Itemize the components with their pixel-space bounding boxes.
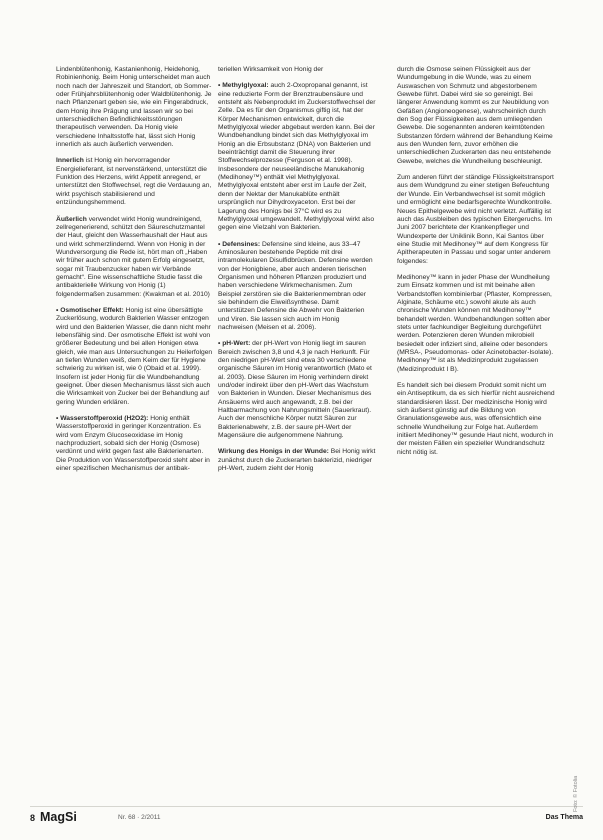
paragraph [397,382,555,457]
paragraph-lead: Wirkung des Honigs in der Wunde: [218,448,329,456]
page-footer [30,806,583,824]
paragraph-text: der pH-Wert von Honig liegt im sauren Bereich zwischen 3,8 und 4,3 je nach Herkunft. Für den niedrigen pH-Wert sind etwa 30 verschiedene organische Säuren im Honig verantwortlich (Mato et al. 2003). Diese Säuren im Honig verhindern direkt und/oder indirekt über den pH-Wert das Wachstum von Bakterien in Wunden. Dieser Mechanismus des Ansäuerns wird auch angewandt, z.B. bei der Haltbarmachung von Nahrungsmitteln (Sauerkraut). Auch der menschliche Körper nutzt Säuren zur Bakterienabwehr, z.B. der saure pH-Wert der Magensäure die aufgenommene Nahrung. [218,340,372,440]
paragraph-text: Honig enthält Wasserstoffperoxid in geringer Konzentration. Es wird vom Enzym Glucoseoxidase im Honig nachproduziert, sobald sich der Honig (Osmose) verdünnt und wirkt gegen fast alle Bakterienarten. Die Produktion von Wasserstoffperoxid steht aber in einer spezifischen Mechanismus der antibak- [56,415,210,473]
paragraph-text: durch die Osmose seinen Flüssigkeit aus der Wundumgebung in die Wunde, was zu einem Auswaschen von Schmutz und abgestorbenem Gewebe führt. Dabei wird sie so gereinigt. Bei längerer Anwendung kommt es zur Neubildung von Gefäßen (Angioneogenese), wahrscheinlich durch den Sog der Flüssigkeiten aus dem umliegenden Gewebe. Die sogenannten anderen keimtötenden Substanzen fördern während der Behandlung Keime aus den Wunden fern, zuvor erhöhen die unterschiedlichen Zuckerarten das neu entstehende Gewebe, welches die Wundheilung beschleunigt. [397,66,553,165]
paragraph [56,307,214,407]
text-column-3 [397,66,555,465]
paragraph-text: Zum anderen führt der ständige Flüssigkeitstransport aus dem Wundgrund zu einer stetigen Befeuchtung der Wunde. Ein Verbandwechsel ist somit möglich und ermöglicht eine bedarfsgerechte Wundkontrolle. Neues Epithelgewebe wird nicht verletzt. Auffällig ist auch das Ausbleiben des typischen Eitergeruchs. Im Juni 2007 berichtete der Krankenpfleger und Wundexperte der Uniklinik Bonn, Kai Santos über eine Studie mit Medihoney™ auf dem Kongress für Apitherapeuten in Passau und sogar unter anderem folgendes: [397,174,554,265]
paragraph-text: verwendet wirkt Honig wundreinigend, zellregenerierend, schützt den Säureschutzmantel der Haut, gleicht den Wasserhaushalt der Haut aus und wirkt schmerzlindernd. Wenn von Honig in der Wundversorgung die Rede ist, hört man oft „Haben wir früher auch schon mit gutem Erfolg eingesetzt, sogar mit Traubenzucker haben wir Verbände gemacht“. Eine wissenschaftliche Studie fasst die antibakterielle Wirkung von Honig (1) folgendermaßen zusammen: (Kwakman et al. 2010) [56,215,210,298]
paragraph-text: auch 2-Oxopropanal genannt, ist eine reduzierte Form der Brenztraubensäure und entsteht als Nebenprodukt im Zuckerstoffwechsel der Zelle. Da es für den Organismus giftig ist, hat der Körper Mechanismen entwickelt, durch die Methylglyoxal wieder abgebaut werden kann. Bei der Wundbehandlung bindet sich das Methylglyoxal im Honig an die Erbsubstanz (DNA) von Bakterien und beeinträchtigt damit die Steuerung ihrer Stoffwechselprozesse (Ferguson et al. 1998). Insbesondere der neuseeländische Manukahonig (Medihoney™) enthält viel Methylglyoxal. Methylglyoxal entsteht aber erst im Laufe der Zeit, denn der Nektar der Manukablüte enthält ursprünglich nur Dihydroxyaceton. Erst bei der Lagerung des Honigs bei 37°C wird es zu Methylglyoxal umgewandelt. Methylglyoxal wirkt also gegen eine Vielzahl von Bakterien. [218,82,376,232]
paragraph [56,415,214,473]
paragraph [218,66,376,74]
paragraph-lead: • Osmotischer Effekt: [56,306,124,314]
paragraph-lead: Innerlich [56,157,84,165]
issue-info: Nr. 68 · 2/2011 [118,814,161,821]
paragraph [397,174,555,266]
side-credit: Foto: © Fotolia [573,775,579,812]
paragraph [397,274,555,374]
paragraph-text: teriellen Wirksamkeit von Honig der [218,66,324,73]
paragraph-text: Honig ist eine übersättigte Zuckerlösung, wodurch Bakterien Wasser entzogen wird und den Bakterien Wasser, die dann nicht mehr lebensfähig sind. Der osmotische Effekt ist wohl von größerer Bedeutung und bei allen Honigen etwa gleich, wie man aus Untersuchungen zu Heilerfolgen an tiefen Wunden weiß, dem Keim der für Hygiene schwierig zu wirken ist, wie 0 (Obaid et al. 1999). Insofern ist jeder Honig für die Wundbehandlung geeignet. Über diesen Mechanismus lässt sich auch die Wirksamkeit von Zucker bei der Behandlung auf gering Wunden erklären. [56,306,213,406]
paragraph [218,82,376,232]
text-column-2 [218,66,376,481]
paragraph [218,340,376,440]
paragraph [218,448,376,473]
paragraph-lead: • Wasserstoffperoxid (H2O2): [56,415,149,423]
paragraph-text: Bei Honig wirkt zunächst durch die Zuckerarten bakterizid, niedriger pH-Wert, zudem zieht der Honig [218,448,376,473]
paragraph [397,66,555,166]
paragraph-text: Es handelt sich bei diesem Produkt somit nicht um ein Antiseptikum, da es sich hierfür nicht ausreichend standardisieren lässt. Der medizinische Honig wird sich äußerst günstig auf die Bildung von Granulationsgewebe aus, was offensichtlich eine schnelle Wundheilung zur Folge hat. Außerdem initiiert Medihoney™ gesunde Haut nicht, wodurch in der meisten Fällen ein spezieller Wundrandschutz nicht nötig ist. [397,382,555,456]
page-number: 8 [30,813,36,823]
magazine-logo: MagSi [40,810,77,824]
paragraph-text: Medihoney™ kann in jeder Phase der Wundheilung zum Einsatz kommen und ist mit beinahe allen Verbandstoffen kombinierbar (Pflaster, Kompressen, Alginate, Schäume etc.) sowohl akute als auch chronische Wunden können mit Medihoney™ behandelt werden. Wundbehandlungen sollten aber stets unter fachkundiger Begleitung durchgeführt werden. Potenzieren deren Wunden mikrobiell besiedelt oder infiziert sind, alleine oder besonders (MRSA-, Pseudomonas- oder Acinetobacter-Isolate). Medihoney™ ist als Medizinprodukt zugelassen (Medizinprodukt I B). [397,273,554,373]
paragraph [56,216,214,299]
paragraph-lead: Äußerlich [56,215,87,223]
paragraph-lead: • pH-Wert: [218,340,251,348]
paragraph [56,66,214,149]
paragraph [218,241,376,333]
paragraph-lead: • Defensines: [218,240,261,248]
paragraph-text: ist Honig ein hervorragender Energielieferant, ist nervenstärkend, unterstützt die Funktion des Herzens, wirkt Appetit anregend, er unterstützt den Stoffwechsel, regt die Verdauung an, wirkt psychisch stabilisierend und entzündungshemmend. [56,157,212,207]
paragraph-text: Defensine sind kleine, aus 33–47 Aminosäuren bestehende Peptide mit drei intramolekularen Disulfidbrücken. Defensine werden von der Honigbiene, aber auch anderen tierischen Organismen und höheren Pflanzen produziert und haben verschiedene Wirkmechanismen. Zum Beispiel zerstören sie die Bakterienmembran oder sie behindern die Eiweißsynthese. Damit unterstützen Defensine die Abwehr von Bakterien und Viren. Sie lassen sich auch im Honig nachweisen (Meisen et al. 2006). [218,240,373,331]
paragraph-lead: • Methylglyoxal: [218,82,269,90]
text-column-1 [56,66,214,481]
section-title: Das Thema [545,814,583,821]
paragraph [56,157,214,207]
paragraph-text: Lindenblütenhonig, Kastanienhonig, Heidehonig, Robinienhonig. Beim Honig unterscheidet man auch noch nach der Jahreszeit und Standort, ob Sommer- oder Frühjahrsblütenhonig oder Waldblütenhonig. Je nach Pflanzenart geben sie, wie ein Fingerabdruck, dem Honig ihre Prägung und lassen wir so bei unterschiedlichen Befindlichkeitsstörungen therapeutisch verwenden. Da Honig viele verschiedene Inhaltsstoffe hat, lässt sich Honig innerlich als auch äußerlich verwenden. [56,66,212,149]
